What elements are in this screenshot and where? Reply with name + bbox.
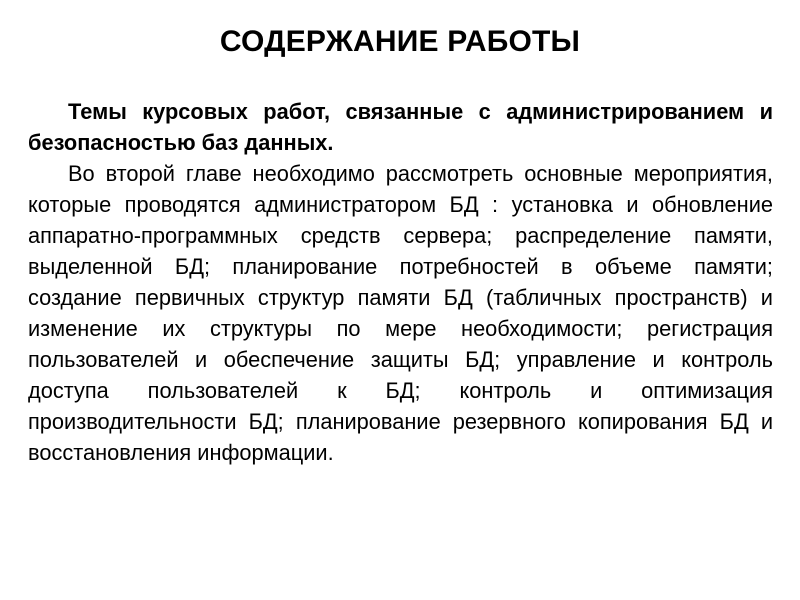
paragraph-chapter-two: Во второй главе необходимо рассмотреть основные мероприятия, которые проводятся администратором БД : установка и обновление аппаратно-программных средств сервера; распределение памяти, выделенной БД; планирование потребностей в объеме памяти; создание первичных структур памяти БД (табличных пространств) и изменение их структуры по мере необходимости; регистрация пользователей и обеспечение защиты БД; управление и контроль доступа пользователей к БД; контроль и оптимизация производительности БД; планирование резервного копирования БД и восстановления информации. [28,161,773,465]
slide-body [28,96,773,468]
slide-title: СОДЕРЖАНИЕ РАБОТЫ [219,25,581,58]
paragraph-topics: Темы курсовых работ, связанные с администрированием и безопасностью баз данных. [28,99,773,155]
